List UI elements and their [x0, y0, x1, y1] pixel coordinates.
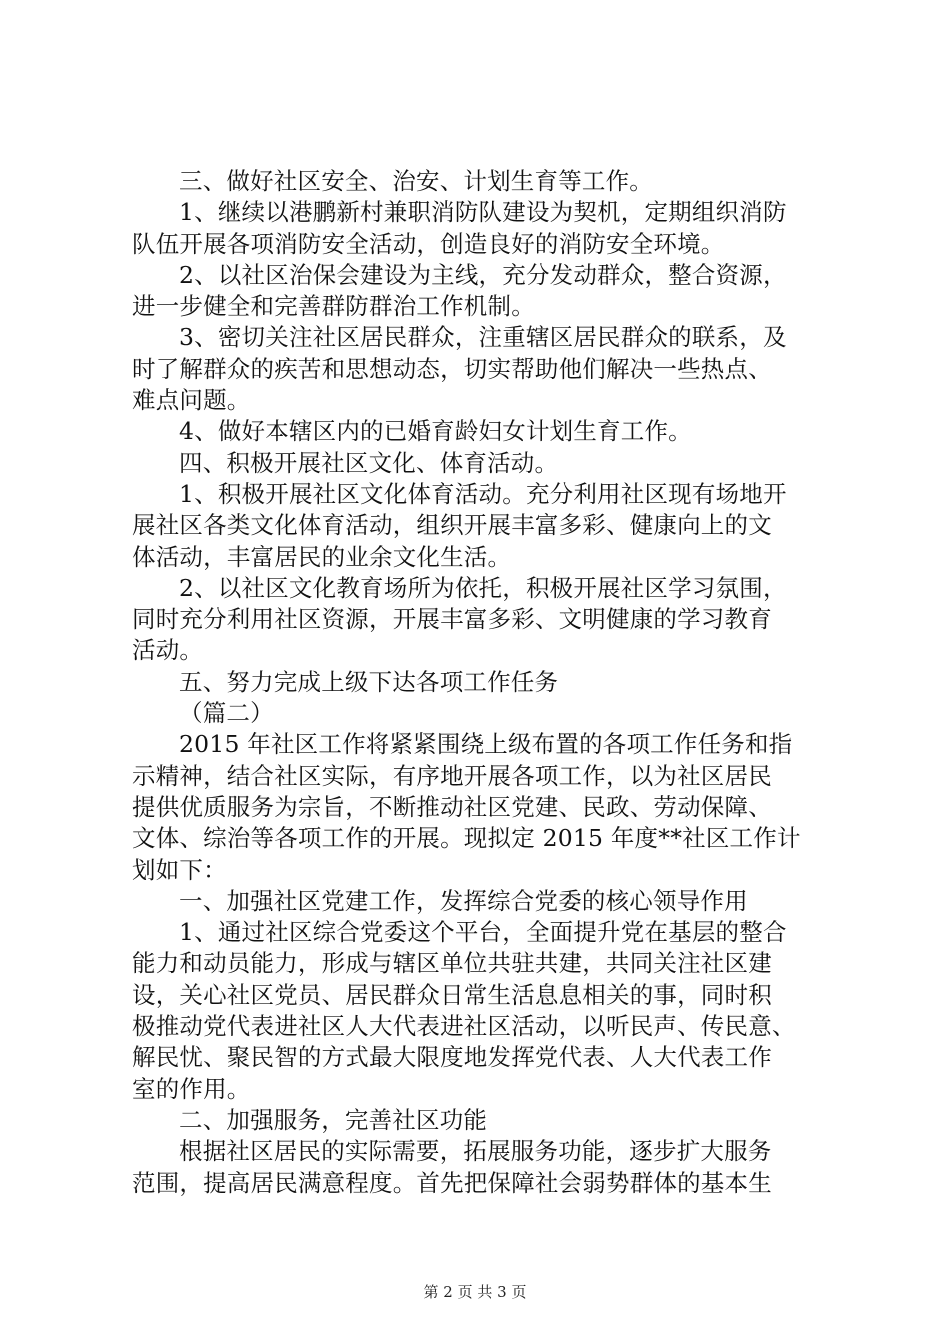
- text-line: 范围，提高居民满意程度。首先把保障社会弱势群体的基本生: [132, 1168, 772, 1197]
- text-line: 划如下：: [132, 855, 227, 884]
- text-line: 3、密切关注社区居民群众，注重辖区居民群众的联系，及: [179, 323, 787, 352]
- text-line: 2015 年社区工作将紧紧围绕上级布置的各项工作任务和指: [179, 730, 793, 759]
- text-line: 进一步健全和完善群防群治工作机制。: [132, 292, 535, 321]
- text-line: 极推动党代表进社区人大代表进社区活动，以听民声、传民意、: [132, 1012, 796, 1041]
- text-line: 1、继续以港鹏新村兼职消防队建设为契机，定期组织消防: [179, 198, 787, 227]
- text-line: 活动。: [132, 636, 204, 665]
- text-line: 四、积极开展社区文化、体育活动。: [179, 448, 559, 477]
- text-line: 体活动，丰富居民的业余文化生活。: [132, 542, 512, 571]
- text-line: 2、以社区治保会建设为主线，充分发动群众，整合资源，: [179, 260, 787, 289]
- text-line: 队伍开展各项消防安全活动，创造良好的消防安全环境。: [132, 229, 725, 258]
- text-line: 1、通过社区综合党委这个平台，全面提升党在基层的整合: [179, 918, 787, 947]
- text-line: 同时充分利用社区资源，开展丰富多彩、文明健康的学习教育: [132, 605, 772, 634]
- text-line: 室的作用。: [132, 1074, 251, 1103]
- page-footer: 第 2 页 共 3 页: [423, 1283, 527, 1301]
- text-line: 解民忧、聚民智的方式最大限度地发挥党代表、人大代表工作: [132, 1043, 772, 1072]
- text-line: 根据社区居民的实际需要，拓展服务功能，逐步扩大服务: [179, 1137, 772, 1166]
- text-line: 提供优质服务为宗旨，不断推动社区党建、民政、劳动保障、: [132, 792, 772, 821]
- text-line: 展社区各类文化体育活动，组织开展丰富多彩、健康向上的文: [132, 511, 772, 540]
- text-line: 文体、综治等各项工作的开展。现拟定 2015 年度**社区工作计: [132, 824, 801, 853]
- text-line: 2、以社区文化教育场所为依托，积极开展社区学习氛围，: [179, 573, 787, 602]
- text-line: 难点问题。: [132, 386, 251, 415]
- text-line: 设，关心社区党员、居民群众日常生活息息相关的事，同时积: [132, 980, 772, 1009]
- document-body: [132, 166, 832, 1199]
- text-line: 能力和动员能力，形成与辖区单位共驻共建，共同关注社区建: [132, 949, 772, 978]
- text-line: 时了解群众的疾苦和思想动态，切实帮助他们解决一些热点、: [132, 354, 772, 383]
- text-line: 示精神，结合社区实际，有序地开展各项工作，以为社区居民: [132, 761, 772, 790]
- text-line: 五、努力完成上级下达各项工作任务: [179, 667, 559, 696]
- text-line: 三、做好社区安全、治安、计划生育等工作。: [179, 167, 653, 195]
- text-line: 一、加强社区党建工作，发挥综合党委的核心领导作用: [179, 886, 748, 915]
- text-line: 1、积极开展社区文化体育活动。充分利用社区现有场地开: [179, 479, 787, 508]
- text-line: 4、做好本辖区内的已婚育龄妇女计划生育工作。: [179, 417, 692, 446]
- text-line: 二、加强服务，完善社区功能: [179, 1105, 488, 1134]
- text-line: （篇二）: [179, 699, 274, 728]
